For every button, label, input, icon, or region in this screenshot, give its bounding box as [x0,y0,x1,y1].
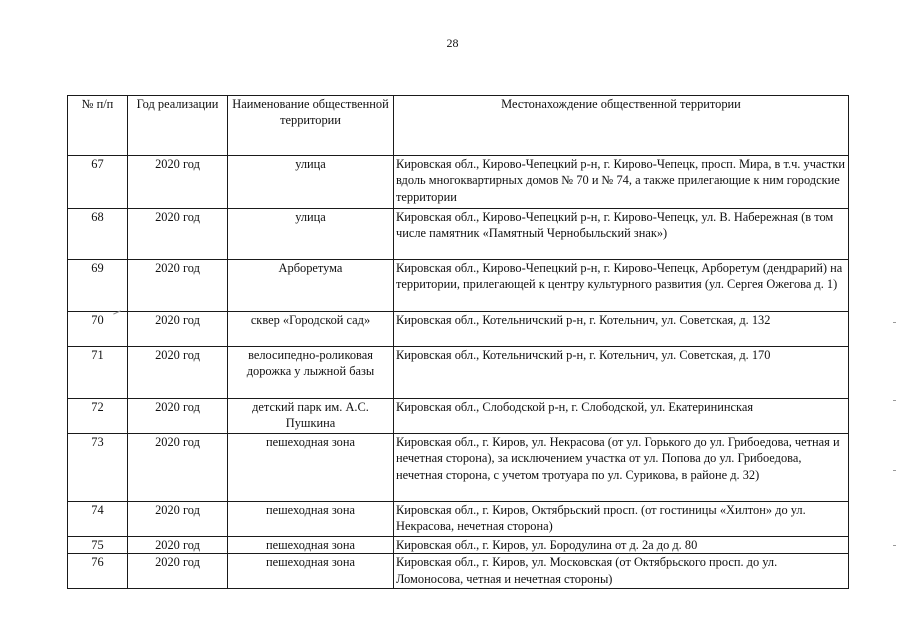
row-location: Кировская обл., Котельничский р-н, г. Котельнич, ул. Советская, д. 132 [394,312,849,347]
row-name: улица [228,156,394,209]
row-num: 75 [68,537,128,554]
table-row [68,399,849,434]
row-location: Кировская обл., г. Киров, ул. Бородулина от д. 2а до д. 80 [394,537,849,554]
header-location: Местонахождение общественной территории [394,96,849,156]
header-num: № п/п [68,96,128,156]
territory-table [67,95,849,589]
row-location: Кировская обл., г. Киров, Октябрьский просп. (от гостиницы «Хилтон» до ул. Некрасова, нечетная сторона) [394,502,849,537]
table-row [68,347,849,399]
row-name: пешеходная зона [228,502,394,537]
table-row [68,537,849,554]
row-location: Кировская обл., Кирово-Чепецкий р-н, г. Кирово-Чепецк, Арборетум (дендрарий) на территории, прилегающей к центру культурного развития (ул. Сергея Ожегова д. 1) [394,260,849,312]
scan-mark [893,400,896,401]
row-year: 2020 год [128,156,228,209]
row-num: 71 [68,347,128,399]
table-row [68,260,849,312]
row-name: Арборетума [228,260,394,312]
row-num: 69 [68,260,128,312]
row-location: Кировская обл., Котельничский р-н, г. Котельнич, ул. Советская, д. 170 [394,347,849,399]
header-year: Год реализации [128,96,228,156]
table-row [68,156,849,209]
row-name: пешеходная зона [228,537,394,554]
page-number: 28 [446,36,459,50]
header-row [68,96,849,156]
row-name: детский парк им. А.С. Пушкина [228,399,394,434]
row-location: Кировская обл., Кирово-Чепецкий р-н, г. Кирово-Чепецк, ул. В. Набережная (в том числе памятник «Памятный Чернобыльский знак») [394,209,849,260]
row-year: 2020 год [128,399,228,434]
table-row [68,502,849,537]
scan-mark [893,322,896,323]
row-year: 2020 год [128,209,228,260]
row-num: 73 [68,434,128,502]
row-year: 2020 год [128,502,228,537]
row-location: Кировская обл., Слободской р-н, г. Слободской, ул. Екатерининская [394,399,849,434]
table-row [68,434,849,502]
row-year: 2020 год [128,312,228,347]
row-name: пешеходная зона [228,434,394,502]
row-year: 2020 год [128,554,228,589]
row-num: 67 [68,156,128,209]
row-num: 70 [68,312,128,347]
scan-mark [893,545,896,546]
row-num: 72 [68,399,128,434]
row-name: велосипедно-роликовая дорожка у лыжной базы [228,347,394,399]
table-row [68,209,849,260]
row-location: Кировская обл., г. Киров, ул. Некрасова (от ул. Горького до ул. Грибоедова, четная и нечетная сторона), за исключением участка от ул. Попова до ул. Грибоедова, нечетная сторона, с учетом тротуара по ул. Сурикова, в районе д. 32) [394,434,849,502]
row-name: сквер «Городской сад» [228,312,394,347]
table-row [68,312,849,347]
header-name: Наименование общественной территории [228,96,394,156]
row-name: улица [228,209,394,260]
row-year: 2020 год [128,434,228,502]
row-year: 2020 год [128,347,228,399]
row-year: 2020 год [128,537,228,554]
row-location: Кировская обл., г. Киров, ул. Московская (от Октябрьского просп. до ул. Ломоносова, четная и нечетная стороны) [394,554,849,589]
table-body [68,156,849,589]
row-year: 2020 год [128,260,228,312]
row-num: 74 [68,502,128,537]
row-name: пешеходная зона [228,554,394,589]
row-location: Кировская обл., Кирово-Чепецкий р-н, г. Кирово-Чепецк, просп. Мира, в т.ч. участки вдоль многоквартирных домов № 70 и № 74, а также прилегающие к ним городские территории [394,156,849,209]
scan-mark [893,470,896,471]
table-row [68,554,849,589]
row-num: 68 [68,209,128,260]
row-num: 76 [68,554,128,589]
table-header [68,96,849,156]
